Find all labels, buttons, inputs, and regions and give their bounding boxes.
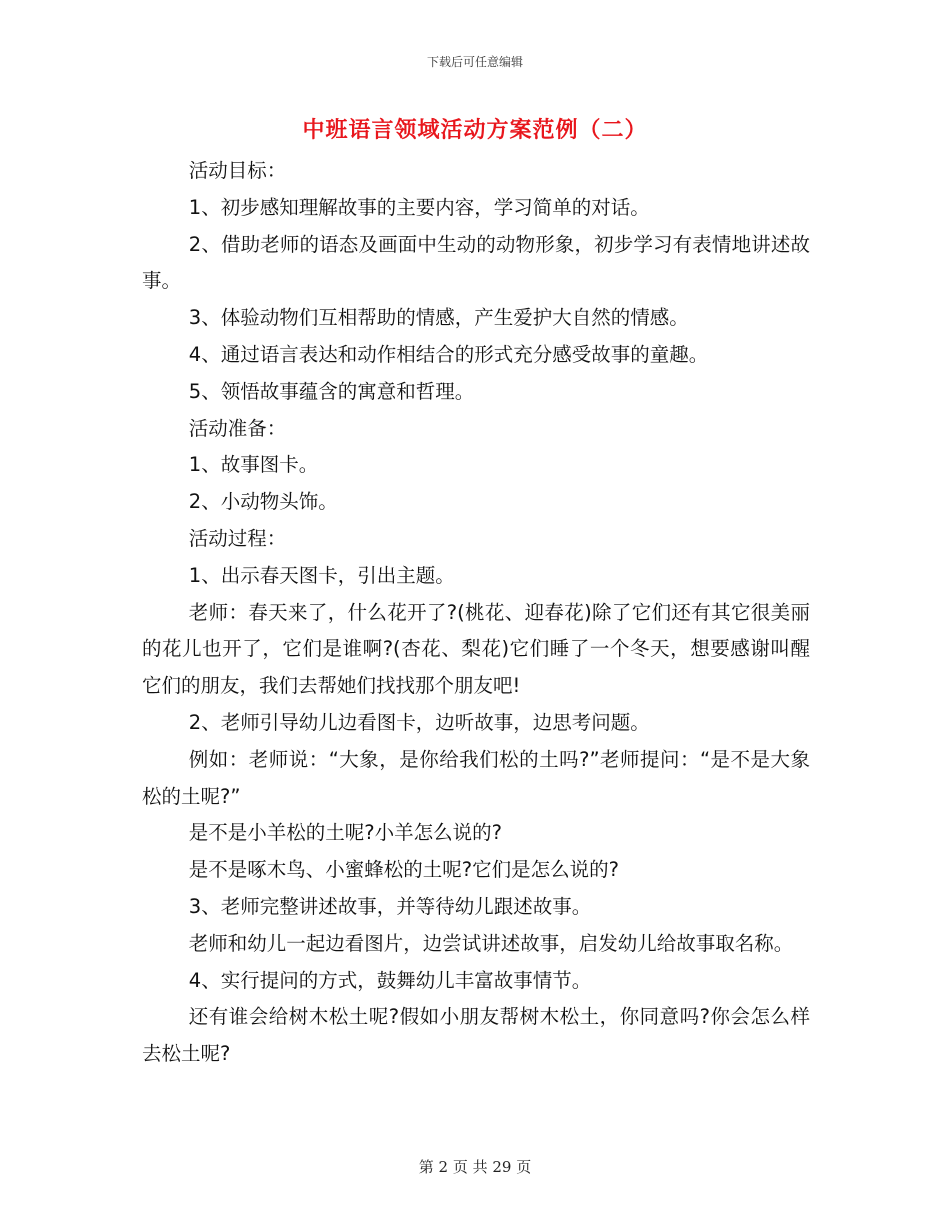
paragraph: 老师和幼儿一起边看图片，边尝试讲述故事，启发幼儿给故事取名称。 (188, 931, 794, 955)
paragraph: 还有谁会给树木松土呢?假如小朋友帮树木松土，你同意吗?你会怎么样去松土呢? (142, 1005, 810, 1066)
paragraph: 4、实行提问的方式，鼓舞幼儿丰富故事情节。 (188, 968, 592, 992)
paragraph: 2、小动物头饰。 (188, 490, 338, 514)
paragraph: 1、出示春天图卡，引出主题。 (188, 563, 455, 587)
document-body (142, 153, 810, 1073)
paragraph: 活动准备： (188, 416, 287, 440)
paragraph: 活动目标： (188, 159, 287, 182)
paragraph: 4、通过语言表达和动作相结合的形式充分感受故事的童趣。 (188, 342, 709, 366)
paragraph: 例如：老师说：“大象，是你给我们松的土吗?”老师提问：“是不是大象松的土呢?” (142, 747, 810, 808)
paragraph: 2、借助老师的语态及画面中生动的动物形象，初步学习有表情地讲述故事。 (142, 232, 810, 293)
page-footer: 第 2 页 共 29 页 (418, 1158, 532, 1176)
paragraph: 是不是小羊松的土呢?小羊怎么说的? (188, 821, 502, 845)
paragraph: 5、领悟故事蕴含的寓意和哲理。 (188, 379, 475, 403)
document-title: 中班语言领域活动方案范例（二） (302, 118, 648, 143)
paragraph: 1、初步感知理解故事的主要内容，学习简单的对话。 (188, 195, 650, 219)
paragraph: 是不是啄木鸟、小蜜蜂松的土呢?它们是怎么说的? (188, 858, 619, 882)
paragraph: 3、老师完整讲述故事，并等待幼儿跟述故事。 (188, 894, 592, 918)
paragraph: 活动过程： (188, 526, 287, 550)
paragraph: 3、体验动物们互相帮助的情感，产生爱护大自然的情感。 (188, 306, 689, 330)
header-note: 下载后可任意编辑 (426, 55, 523, 69)
paragraph: 老师：春天来了，什么花开了?(桃花、迎春花)除了它们还有其它很美丽的花儿也开了，它们是谁啊?(杏花、梨花)它们睡了一个冬天，想要感谢叫醒它们的朋友，我们去帮她们找找那个朋友吧! (142, 600, 810, 698)
paragraph: 2、老师引导幼儿边看图卡，边听故事，边思考问题。 (188, 710, 650, 734)
paragraph: 1、故事图卡。 (188, 453, 319, 477)
